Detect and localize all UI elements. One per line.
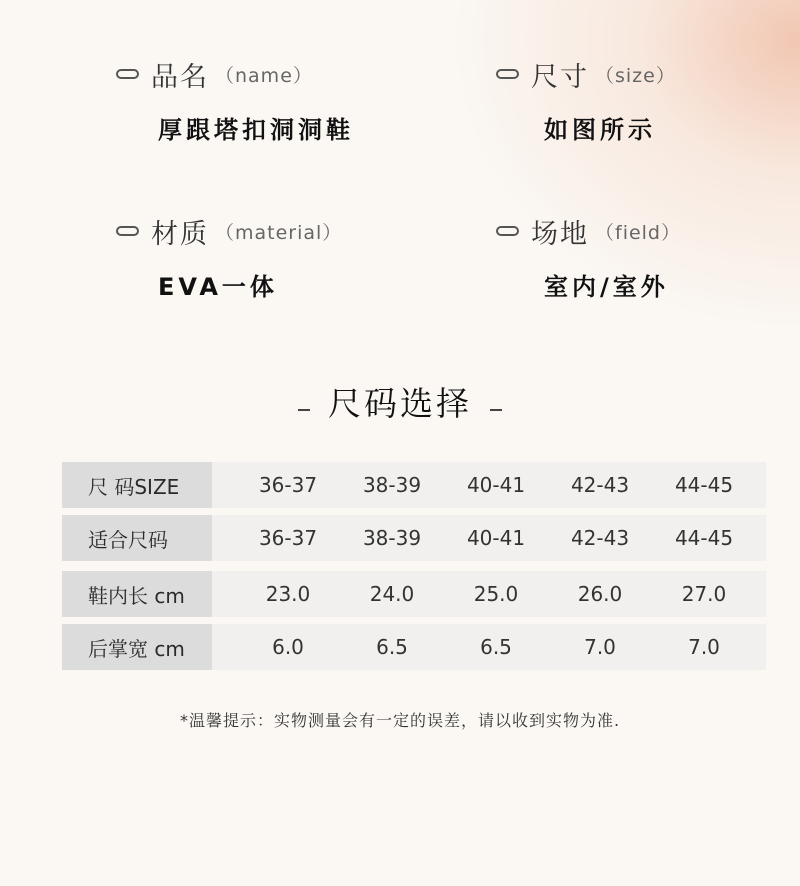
- spec-field-value: 室内/室外: [544, 273, 669, 301]
- spec-material: [116, 211, 342, 302]
- size-table: [62, 462, 766, 677]
- table-cell: 44-45: [674, 526, 734, 550]
- spec-name: [116, 54, 354, 145]
- table-cell: 24.0: [369, 582, 415, 606]
- spec-material-en: （material）: [215, 221, 343, 244]
- table-cell: 42-43: [570, 473, 630, 497]
- spec-name-value: 厚跟塔扣洞洞鞋: [158, 116, 354, 144]
- table-cell: 6.5: [480, 635, 512, 659]
- table-cell: 6.0: [272, 635, 304, 659]
- table-cell: 44-45: [674, 473, 734, 497]
- table-row: [62, 515, 766, 561]
- table-cell: 6.5: [376, 635, 408, 659]
- table-cell: 7.0: [584, 635, 616, 659]
- row-header: 尺 码SIZE: [62, 462, 212, 508]
- table-cell: 26.0: [577, 582, 623, 606]
- table-cell: 36-37: [258, 526, 318, 550]
- row-header: 鞋内长 cm: [62, 571, 212, 617]
- table-cell: 38-39: [362, 526, 422, 550]
- footnote: *温馨提示：实物测量会有一定的误差，请以收到实物为准.: [179, 711, 621, 730]
- spec-field: [496, 211, 681, 302]
- title-dash-left: [298, 409, 310, 411]
- spec-size: [496, 54, 676, 145]
- spec-field-en: （field）: [595, 221, 681, 244]
- spec-size-header: [496, 54, 676, 94]
- pill-dash-icon: [496, 226, 519, 236]
- table-cell: 25.0: [473, 582, 519, 606]
- table-cell: 23.0: [265, 582, 311, 606]
- spec-material-label: 材质: [151, 218, 209, 250]
- row-header: 后掌宽 cm: [62, 624, 212, 670]
- pill-dash-icon: [496, 69, 519, 79]
- row-header: 适合尺码: [62, 515, 212, 561]
- section-title-text: 尺码选择: [328, 384, 472, 423]
- table-cell: 42-43: [570, 526, 630, 550]
- spec-name-label: 品名: [151, 61, 209, 93]
- spec-name-header: [116, 54, 354, 94]
- spec-material-header: [116, 211, 342, 251]
- table-cell: 7.0: [688, 635, 720, 659]
- table-cell: 36-37: [258, 473, 318, 497]
- pill-dash-icon: [116, 69, 139, 79]
- table-cell: 40-41: [466, 526, 526, 550]
- spec-size-en: （size）: [595, 64, 676, 87]
- title-dash-right: [490, 409, 502, 411]
- spec-field-label: 场地: [531, 218, 589, 250]
- spec-size-label: 尺寸: [531, 61, 589, 93]
- table-row: [62, 571, 766, 617]
- table-cell: 40-41: [466, 473, 526, 497]
- table-row: [62, 624, 766, 670]
- table-cell: 38-39: [362, 473, 422, 497]
- spec-material-value: EVA一体: [158, 273, 278, 301]
- size-section-title: [0, 378, 800, 425]
- table-cell: 27.0: [681, 582, 727, 606]
- pill-dash-icon: [116, 226, 139, 236]
- spec-field-header: [496, 211, 681, 251]
- spec-name-en: （name）: [215, 64, 313, 87]
- spec-size-value: 如图所示: [544, 116, 656, 144]
- table-row: [62, 462, 766, 508]
